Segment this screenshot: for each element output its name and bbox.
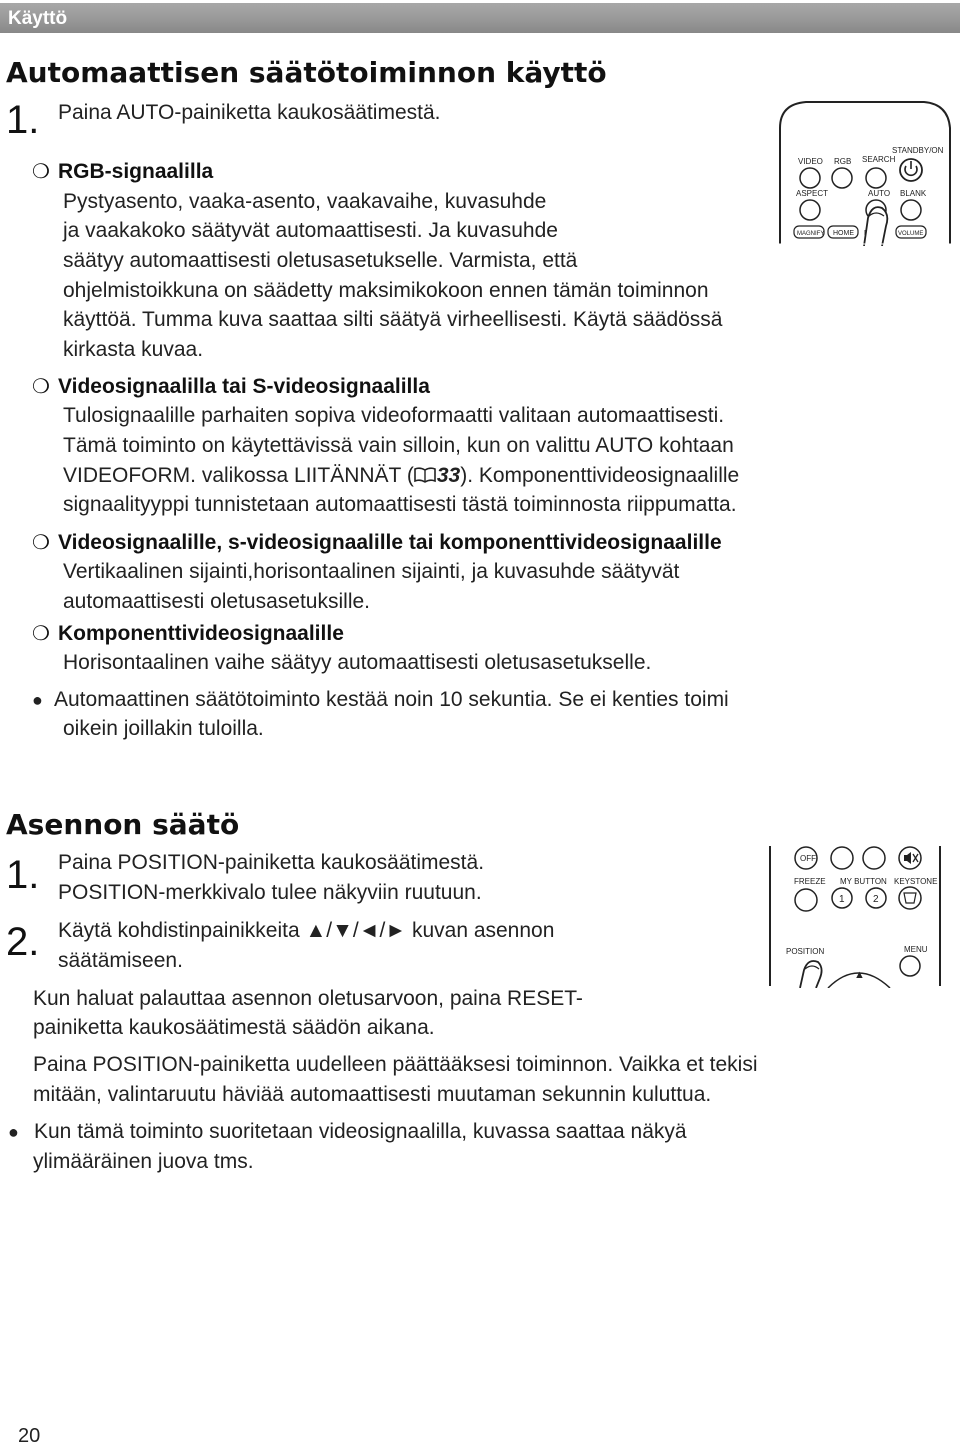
- note1-line-1: Automaattinen säätötoiminto kestää noin 10 sekuntia. Se ei kenties toimi: [54, 688, 729, 711]
- remote1-blank-button: [901, 200, 921, 220]
- remote1-rgb-button: [832, 168, 852, 188]
- section1-title: Automaattisen säätötoiminnon käyttö: [6, 56, 607, 89]
- component-heading-row: [32, 619, 344, 650]
- remote1-video-button: [800, 168, 820, 188]
- section2-step2-line-2: säätämiseen.: [58, 949, 183, 972]
- filled-circle-bullet-icon: ●: [32, 690, 43, 710]
- videocomp-line-2: automaattisesti oletusasetuksille.: [63, 590, 370, 613]
- mute-speaker-icon: [904, 852, 918, 864]
- remote2-one-label: 1: [839, 894, 845, 905]
- remote1-auto-label: AUTO: [868, 189, 891, 198]
- rgb-line-2: ja vaakakoko säätyvät automaattisesti. Ja kuvasuhde: [63, 219, 558, 242]
- remote1-search-label: SEARCH: [862, 155, 896, 164]
- up-arrow-icon: ▲: [854, 969, 865, 981]
- remote2-position-label: POSITION: [786, 947, 825, 956]
- remote2-freeze-label: FREEZE: [794, 877, 826, 886]
- video-line-4: signaalityyppi tunnistetaan automaattisesti tästä toiminnosta riippumatta.: [63, 493, 737, 516]
- rgb-line-5: käyttöä. Tumma kuva saattaa silti säätyä virheellisesti. Käytä säädössä: [63, 308, 723, 331]
- remote2-off-label: OFF: [800, 854, 816, 863]
- remote2-freeze-button: [795, 889, 817, 911]
- remote1-video-label: VIDEO: [798, 157, 823, 166]
- section1-step1-text: Paina AUTO-painiketta kaukosäätimestä.: [58, 101, 441, 124]
- section2-step2-number: 2.: [6, 920, 40, 964]
- remote1-home-label: HOME: [833, 230, 854, 237]
- hollow-circle-bullet-icon: ❍: [32, 623, 50, 645]
- keystone-icon: [904, 893, 916, 903]
- remote1-aspect-button: [800, 200, 820, 220]
- section2-title: Asennon säätö: [6, 808, 240, 841]
- rgb-heading-row: [32, 157, 213, 188]
- remote1-blank-label: BLANK: [900, 189, 927, 198]
- remote1-aspect-label: ASPECT: [796, 189, 829, 198]
- section-header-bar: [0, 3, 960, 33]
- video-line-2: Tämä toiminto on käytettävissä vain silloin, kun on valittu AUTO kohtaan: [63, 434, 734, 457]
- section2-note-line-1-row: [8, 1117, 687, 1148]
- section2-note-line-2: ylimääräinen juova tms.: [33, 1150, 254, 1173]
- videocomp-heading: Videosignaalille, s-videosignaalille tai komponenttivideosignaalille: [58, 531, 722, 554]
- videocomp-line-1: Vertikaalinen sijainti,horisontaalinen sijainti, ja kuvasuhde säätyvät: [63, 560, 680, 583]
- hollow-circle-bullet-icon: ❍: [32, 161, 50, 183]
- component-line-1: Horisontaalinen vaihe säätyy automaattisesti oletusasetukselle.: [63, 651, 652, 674]
- rgb-line-1: Pystyasento, vaaka-asento, vaakavaihe, kuvasuhde: [63, 190, 547, 213]
- book-reference-icon: [414, 467, 436, 483]
- video-line-3-pre: VIDEOFORM. valikossa LIITÄNNÄT (: [63, 464, 414, 487]
- remote1-standby-label: STANDBY/ON: [892, 146, 944, 155]
- note1-line-1-row: [32, 685, 729, 716]
- note1-line-2: oikein joillakin tuloilla.: [63, 717, 264, 740]
- videocomp-heading-row: [32, 528, 722, 559]
- section2-step1-line-1: Paina POSITION-painiketta kaukosäätimestä.: [58, 851, 485, 874]
- remote-control-position-illustration: [766, 842, 946, 988]
- remote2-two-label: 2: [873, 894, 879, 905]
- section2-para2-line-1: Paina POSITION-painiketta uudelleen päättääksesi toiminnon. Vaikka et tekisi: [33, 1053, 758, 1076]
- component-heading: Komponenttivideosignaalille: [58, 622, 344, 645]
- section2-para2-line-2: mitään, valintaruutu häviää automaattisesti muutaman sekunnin kuluttua.: [33, 1083, 712, 1106]
- section2-step2-line-1: Käytä kohdistinpainikkeita ▲/▼/◄/► kuvan asennon: [58, 919, 555, 942]
- section2-note-line-1: Kun tämä toiminto suoritetaan videosignaalilla, kuvassa saattaa näkyä: [34, 1120, 687, 1143]
- rgb-line-3: säätyy automaattisesti oletusasetukselle. Varmista, että: [63, 249, 578, 272]
- section-header-title: Käyttö: [8, 8, 68, 29]
- remote2-menu-label: MENU: [904, 945, 928, 954]
- section2-para1-line-1: Kun haluat palauttaa asennon oletusarvoon, paina RESET-: [33, 987, 583, 1010]
- section2-para1-line-2: painiketta kaukosäätimestä säädön aikana.: [33, 1016, 435, 1039]
- rgb-line-4: ohjelmistoikkuna on säädetty maksimikokoon ennen tämän toiminnon: [63, 279, 709, 302]
- remote1-rgb-label: RGB: [834, 157, 852, 166]
- power-icon: [905, 161, 917, 175]
- hollow-circle-bullet-icon: ❍: [32, 376, 50, 398]
- rgb-line-6: kirkasta kuvaa.: [63, 338, 204, 361]
- video-page-reference[interactable]: 33: [436, 464, 461, 487]
- remote-control-auto-illustration: [776, 98, 960, 246]
- remote2-keystone-button: [899, 887, 921, 909]
- filled-circle-bullet-icon: ●: [8, 1122, 19, 1142]
- video-line-1: Tulosignaalille parhaiten sopiva videoformaatti valitaan automaattisesti.: [63, 404, 725, 427]
- remote2-menu-button: [900, 956, 920, 976]
- video-line-3: [63, 461, 739, 491]
- section2-step1-number: 1.: [6, 853, 40, 897]
- video-line-3-post: ). Komponenttivideosignaalille: [460, 464, 740, 487]
- section1-step1-number: 1.: [6, 98, 40, 142]
- remote1-magnify-label: MAGNIFY: [797, 231, 825, 237]
- page-number: 20: [18, 1425, 41, 1447]
- hollow-circle-bullet-icon: ❍: [32, 532, 50, 554]
- pressing-finger-icon: [864, 207, 887, 246]
- rgb-heading: RGB-signaalilla: [58, 160, 214, 183]
- remote2-mybutton-label: MY BUTTON: [840, 877, 887, 886]
- remote2-keystone-label: KEYSTONE: [894, 877, 938, 886]
- video-heading: Videosignaalilla tai S-videosignaalilla: [58, 375, 430, 398]
- remote1-search-button: [866, 168, 886, 188]
- remote1-volume-label: VOLUME: [898, 231, 924, 237]
- pressing-finger-icon: [800, 961, 822, 988]
- section2-step1-line-2: POSITION-merkkivalo tulee näkyviin ruutuun.: [58, 881, 482, 904]
- video-heading-row: [32, 372, 430, 403]
